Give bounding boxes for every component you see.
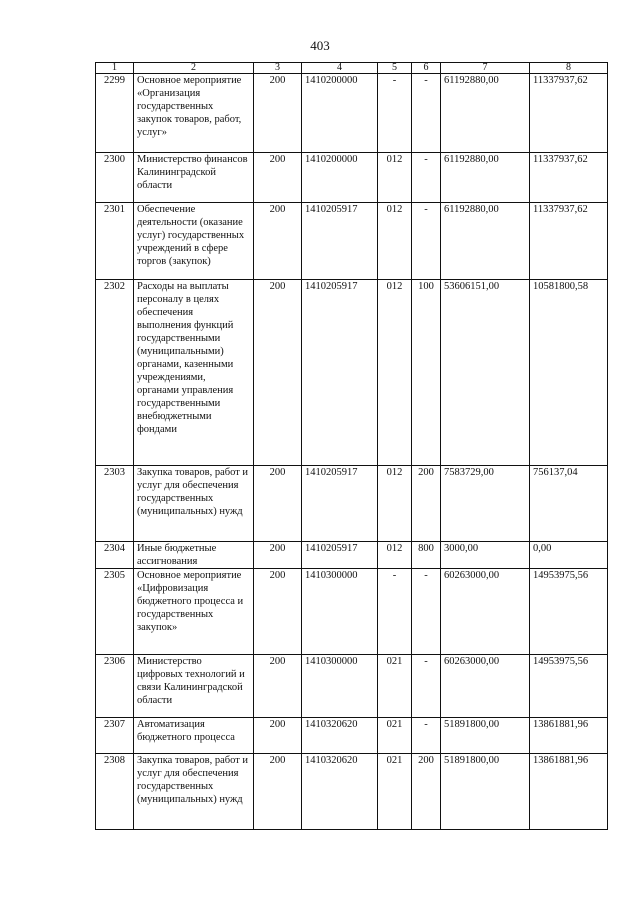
cell-col4: 1410205917 bbox=[302, 203, 378, 280]
cell-col4: 1410205917 bbox=[302, 542, 378, 569]
cell-col4: 1410200000 bbox=[302, 74, 378, 153]
column-header: 1 bbox=[96, 63, 134, 74]
cell-col6: 800 bbox=[412, 542, 441, 569]
cell-col4: 1410205917 bbox=[302, 466, 378, 542]
column-header: 4 bbox=[302, 63, 378, 74]
cell-col3: 200 bbox=[254, 718, 302, 754]
cell-col8: 13861881,96 bbox=[530, 718, 608, 754]
cell-col8: 14953975,56 bbox=[530, 569, 608, 655]
cell-col6: - bbox=[412, 203, 441, 280]
cell-col5: 021 bbox=[378, 655, 412, 718]
column-header: 5 bbox=[378, 63, 412, 74]
cell-col7: 61192880,00 bbox=[441, 74, 530, 153]
cell-col3: 200 bbox=[254, 280, 302, 466]
table-row bbox=[96, 466, 608, 542]
cell-col3: 200 bbox=[254, 74, 302, 153]
row-name: Министерство цифровых технологий и связи Калининградской области bbox=[134, 655, 254, 718]
row-number: 2303 bbox=[96, 466, 134, 542]
row-name: Министерство финансов Калининградской области bbox=[134, 153, 254, 203]
row-name: Основное мероприятие «Цифровизация бюджетного процесса и государственных закупок» bbox=[134, 569, 254, 655]
column-header: 2 bbox=[134, 63, 254, 74]
row-name: Иные бюджетные ассигнования bbox=[134, 542, 254, 569]
cell-col4: 1410320620 bbox=[302, 754, 378, 830]
cell-col3: 200 bbox=[254, 203, 302, 280]
table-row bbox=[96, 203, 608, 280]
cell-col5: 021 bbox=[378, 754, 412, 830]
table-row bbox=[96, 74, 608, 153]
cell-col4: 1410205917 bbox=[302, 280, 378, 466]
row-number: 2307 bbox=[96, 718, 134, 754]
cell-col7: 60263000,00 bbox=[441, 569, 530, 655]
cell-col7: 3000,00 bbox=[441, 542, 530, 569]
row-name: Автоматизация бюджетного процесса bbox=[134, 718, 254, 754]
cell-col7: 61192880,00 bbox=[441, 203, 530, 280]
column-header: 7 bbox=[441, 63, 530, 74]
cell-col7: 53606151,00 bbox=[441, 280, 530, 466]
cell-col4: 1410200000 bbox=[302, 153, 378, 203]
table-row bbox=[96, 280, 608, 466]
cell-col5: - bbox=[378, 74, 412, 153]
cell-col7: 51891800,00 bbox=[441, 754, 530, 830]
row-number: 2302 bbox=[96, 280, 134, 466]
table-row bbox=[96, 655, 608, 718]
cell-col5: - bbox=[378, 569, 412, 655]
row-name: Основное мероприятие «Организация государственных закупок товаров, работ, услуг» bbox=[134, 74, 254, 153]
cell-col5: 021 bbox=[378, 718, 412, 754]
column-header: 3 bbox=[254, 63, 302, 74]
row-number: 2299 bbox=[96, 74, 134, 153]
row-number: 2301 bbox=[96, 203, 134, 280]
cell-col6: - bbox=[412, 74, 441, 153]
cell-col3: 200 bbox=[254, 153, 302, 203]
cell-col6: 200 bbox=[412, 754, 441, 830]
table-row bbox=[96, 718, 608, 754]
cell-col4: 1410320620 bbox=[302, 718, 378, 754]
row-number: 2304 bbox=[96, 542, 134, 569]
cell-col5: 012 bbox=[378, 203, 412, 280]
cell-col6: - bbox=[412, 153, 441, 203]
cell-col3: 200 bbox=[254, 754, 302, 830]
cell-col3: 200 bbox=[254, 466, 302, 542]
cell-col3: 200 bbox=[254, 569, 302, 655]
cell-col8: 756137,04 bbox=[530, 466, 608, 542]
cell-col5: 012 bbox=[378, 466, 412, 542]
budget-table bbox=[95, 62, 608, 830]
cell-col5: 012 bbox=[378, 153, 412, 203]
row-number: 2306 bbox=[96, 655, 134, 718]
cell-col8: 11337937,62 bbox=[530, 153, 608, 203]
cell-col7: 60263000,00 bbox=[441, 655, 530, 718]
row-number: 2300 bbox=[96, 153, 134, 203]
cell-col8: 11337937,62 bbox=[530, 74, 608, 153]
table-row bbox=[96, 153, 608, 203]
column-header: 8 bbox=[530, 63, 608, 74]
cell-col3: 200 bbox=[254, 655, 302, 718]
cell-col6: - bbox=[412, 569, 441, 655]
table-row bbox=[96, 569, 608, 655]
cell-col4: 1410300000 bbox=[302, 655, 378, 718]
cell-col8: 14953975,56 bbox=[530, 655, 608, 718]
row-number: 2305 bbox=[96, 569, 134, 655]
cell-col6: - bbox=[412, 655, 441, 718]
cell-col8: 10581800,58 bbox=[530, 280, 608, 466]
table-row bbox=[96, 542, 608, 569]
table-row bbox=[96, 754, 608, 830]
cell-col7: 61192880,00 bbox=[441, 153, 530, 203]
cell-col6: 200 bbox=[412, 466, 441, 542]
column-numbers-row bbox=[96, 63, 608, 74]
cell-col8: 11337937,62 bbox=[530, 203, 608, 280]
cell-col7: 7583729,00 bbox=[441, 466, 530, 542]
cell-col6: 100 bbox=[412, 280, 441, 466]
cell-col4: 1410300000 bbox=[302, 569, 378, 655]
page-number: 403 bbox=[310, 38, 330, 53]
row-name: Обеспечение деятельности (оказание услуг) государственных учреждений в сфере торгов (закупок) bbox=[134, 203, 254, 280]
cell-col3: 200 bbox=[254, 542, 302, 569]
cell-col7: 51891800,00 bbox=[441, 718, 530, 754]
row-name: Закупка товаров, работ и услуг для обеспечения государственных (муниципальных) нужд bbox=[134, 754, 254, 830]
column-header: 6 bbox=[412, 63, 441, 74]
row-name: Расходы на выплаты персоналу в целях обеспечения выполнения функций государственными (муниципальными) органами, казенными учреждениями, органами управления государственными внебюджетными фондами bbox=[134, 280, 254, 466]
cell-col6: - bbox=[412, 718, 441, 754]
row-number: 2308 bbox=[96, 754, 134, 830]
row-name: Закупка товаров, работ и услуг для обеспечения государственных (муниципальных) нужд bbox=[134, 466, 254, 542]
cell-col8: 0,00 bbox=[530, 542, 608, 569]
cell-col8: 13861881,96 bbox=[530, 754, 608, 830]
cell-col5: 012 bbox=[378, 280, 412, 466]
cell-col5: 012 bbox=[378, 542, 412, 569]
